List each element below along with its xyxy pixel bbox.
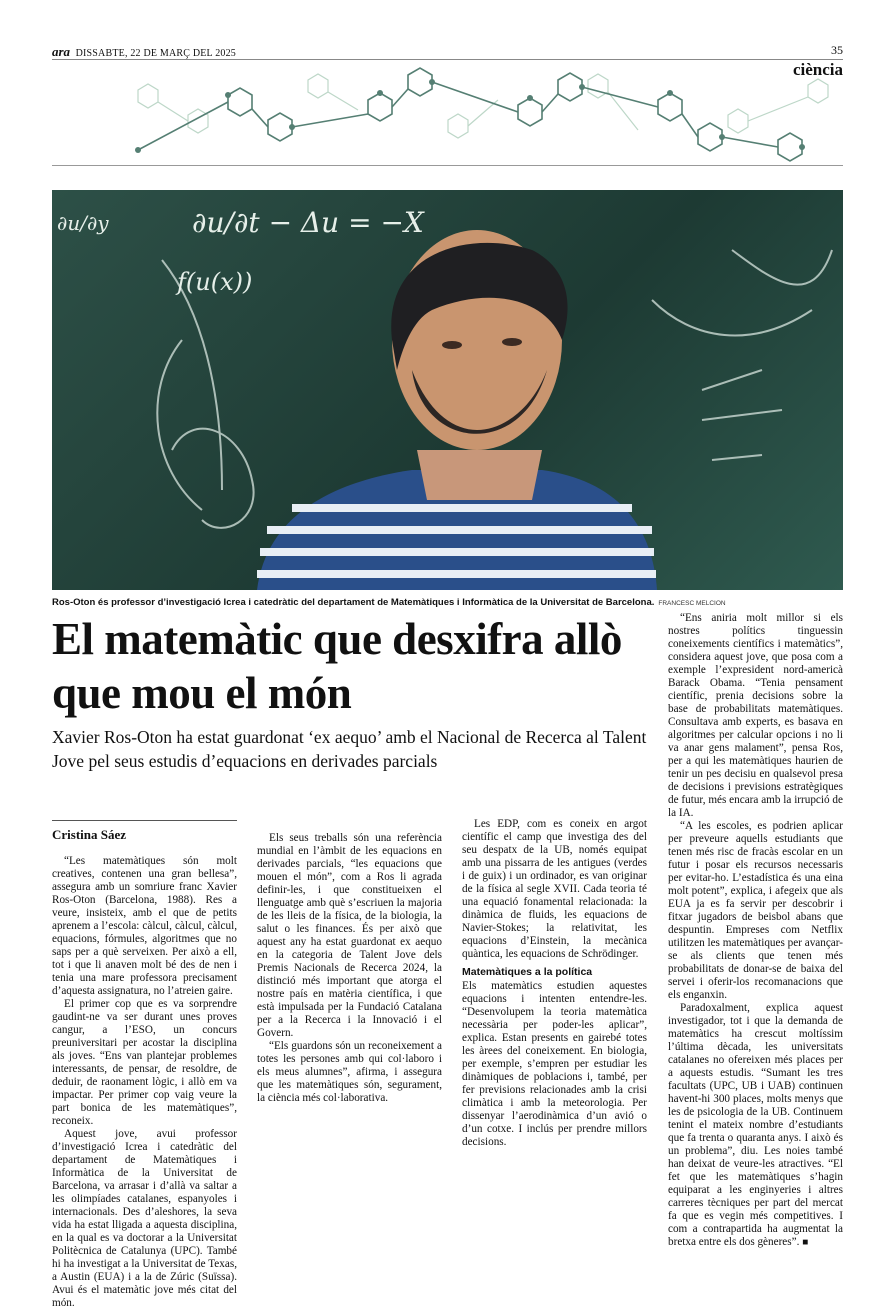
- subheading: Matemàtiques a la política: [462, 966, 593, 978]
- chalk-equation: ∂u/∂t − Δu = −X: [192, 206, 424, 239]
- photo-caption: [52, 597, 843, 608]
- chalk-function: f(u(x)): [177, 268, 253, 296]
- paragraph: “Ens aniria molt millor si els nostres polítics tinguessin coneixements científics i matemàtics”, considera aquest jove, que posa com a exemple l’expresident nord-americà Barack Obama. “Tenia pensament científic, prenia decisions sobre la base de probabilitats matemàtiques. Consultava amb experts, es basava en algoritmes per calcular opcions i no li va anar gens malament”, pensa Ros, per a qui les matemàtiques haurien de tenir un pes decisiu en qualsevol presa de decisions i previsions estratègiques de futur, més encara amb la irrupció de la IA.: [668, 612, 843, 819]
- byline-rule: [52, 820, 237, 821]
- paragraph: “Les matemàtiques són molt creatives, contenen una gran bellesa”, assegura amb un somriure franc Xavier Ros-Oton (Barcelona, 1988). Res a veure, insisteix, amb el que de petits aprenem a l’escola: càlcul, càlcul, càlcul, equacions, fórmules, algoritmes que no saps per a què serveixen. Per això a ell, tot i que li anaven molt bé des de nen i tenia una mare professora precisament d’aquesta assignatura, no l’atreien gaire.: [52, 855, 237, 997]
- paragraph: [668, 1002, 843, 1249]
- article-column-1: [52, 855, 237, 1310]
- caption-text: Ros-Oton és professor d’investigació Icrea i catedràtic del departament de Matemàtiques i Informàtica de la Universitat de Barcelona.: [52, 597, 655, 608]
- portrait-photo: [52, 190, 843, 590]
- newspaper-logo: ara: [52, 44, 71, 59]
- chalk-derivative: ∂u/∂y: [57, 211, 109, 235]
- paragraph: Les EDP, com es coneix en argot científic el camp que investiga des del seu despatx de la UB, només equipat amb una pissarra de les antigues (verdes i de guix) i un ordinador, es van originar de la física al segle XVII. Cada teoria té una equació fonamental relacionada: la dinàmica de fluids, les equacions de Navier-Stokes; la relativitat, les equacions d’Einstein, la mecànica quàntica, les equacions de Schrödinger.: [462, 818, 647, 960]
- paragraph: “Els guardons són un reconeixement a totes les persones amb qui col·laboro i els meus alumnes”, afirma, i assegura que les matemàtiques són, segurament, la ciència més col·laborativa.: [257, 1040, 442, 1104]
- paragraph: Aquest jove, avui professor d’investigació Icrea i catedràtic del departament de Matemàtiques i Informàtica de la Universitat de Barcelona, va arrasar i d’allà va saltar a les olimpíades catalanes, espanyoles i internacionals. Des d’aleshores, la seva vida ha estat lligada a aquesta disciplina, en la qual es va doctorar a la Universitat Politècnica de Catalunya (UPC). També hi ha investigat a la Universitat de Texas, a Austin (EUA) i a la de Zúric (Suïssa). Avui és el matemàtic jove més citat del món.: [52, 1128, 237, 1309]
- article-column-4: [668, 612, 843, 1249]
- paragraph: El primer cop que es va sorprendre gaudint-ne va ser durant unes proves cangur, a l’ESO, un concurs preuniversitari per acostar la disciplina als joves. “Ens van plantejar problemes interessants, de pensar, de resoldre, de deduir, de raonament lògic, i allò em va impactar. Per primer cop vaig veure la part bonica de les matemàtiques”, reconeix.: [52, 998, 237, 1127]
- molecule-banner-graphic: [118, 60, 843, 163]
- masthead: [52, 44, 843, 60]
- article-column-2: [257, 832, 442, 1105]
- banner-rule: [52, 165, 843, 166]
- paragraph: Els matemàtics estudien aquestes equacions i intenten entendre-les. “Desenvolupem la teoria matemàtica necessària per poder-les aplicar”, explica. Estan presents en gairebé totes les àrees del coneixement. En biologia, per exemple, s’empren per estudiar les dinàmiques de poblacions i, també, per fer previsions relacionades amb la crisi climàtica i amb la meteorologia. Per dissenyar l’aerodinàmica d’un avió o d’un cotxe. I inclús per prendre millors decisions.: [462, 980, 647, 1148]
- article-column-3: [462, 818, 647, 1149]
- paragraph-text: Paradoxalment, explica aquest investigador, tot i que la demanda de matemàtics ha crescut moltíssim l’última dècada, les universitats catalanes no ofereixen més places per a aquests estudis. “Sumant les tres facultats (UPC, UB i UAB) continuen havent-hi 300 places, molts menys que les de psicologia de la UB. Continuem tenint el mateix nombre d’estudiants que fa trenta o quaranta anys. I això és un problema”, diu. Les noies també han deixat de veure-les atractives. “El fet que les matemàtiques s’hagin equiparat a les enginyeries i altres carreres tècniques per part del mercat fa que es vegin més competitives. I com a contrapartida ha augmentat la bretxa entre els dos gèneres”.: [668, 1002, 843, 1248]
- photo-credit: FRANCESC MELCION: [658, 600, 726, 607]
- end-mark: ■: [802, 1237, 809, 1248]
- issue-date: DISSABTE, 22 DE MARÇ DEL 2025: [75, 48, 236, 59]
- page-number: 35: [831, 43, 843, 57]
- paragraph: “A les escoles, es podrien aplicar per preveure aquells estudiants que tenen més risc de fracàs escolar en un futur i posar els recursos necessaris per evitar-ho. L’estadística és una eina molt potent”, explica, i afegeix que als EUA ja es fa servir per descobrir i fitxar jugadors de beisbol abans que despuntin. Empreses com Netflix utilitzen les matemàtiques per avançar-se als clients que tenen més probabilitats de donar-se de baixa del servei i oferir-los recomanacions que els enganxin.: [668, 820, 843, 1001]
- deck-subtitle: Xavier Ros-Oton ha estat guardonat ‘ex aequo’ amb el Nacional de Recerca al Talent Jove pel seus estudis d’equacions en derivades parcials: [52, 727, 647, 771]
- paragraph: Els seus treballs són una referència mundial en l’àmbit de les equacions en derivades parcials, “les equacions que mouen el món”, com a Ros li agrada definir-les, i que constitueixen el llenguatge amb què s’escriuen la majoria de les lleis de la física, de la biologia, la salut o les finances. És per això que aquest any ha estat guardonat ex aequo en la categoria de Talent Jove dels Premis Nacionals de Recerca 2024, la distinció més important que atorga el nostre país en matèria científica, i que està impulsada per la Fundació Catalana per a la Recerca i la Innovació i el Govern.: [257, 832, 442, 1039]
- section-name: ciència: [792, 60, 843, 79]
- person-figure: [257, 230, 657, 590]
- headline: El matemàtic que desxifra allò que mou el món: [52, 614, 622, 718]
- chalkboard-portrait-image: [52, 190, 843, 590]
- byline-author: Cristina Sáez: [52, 827, 127, 842]
